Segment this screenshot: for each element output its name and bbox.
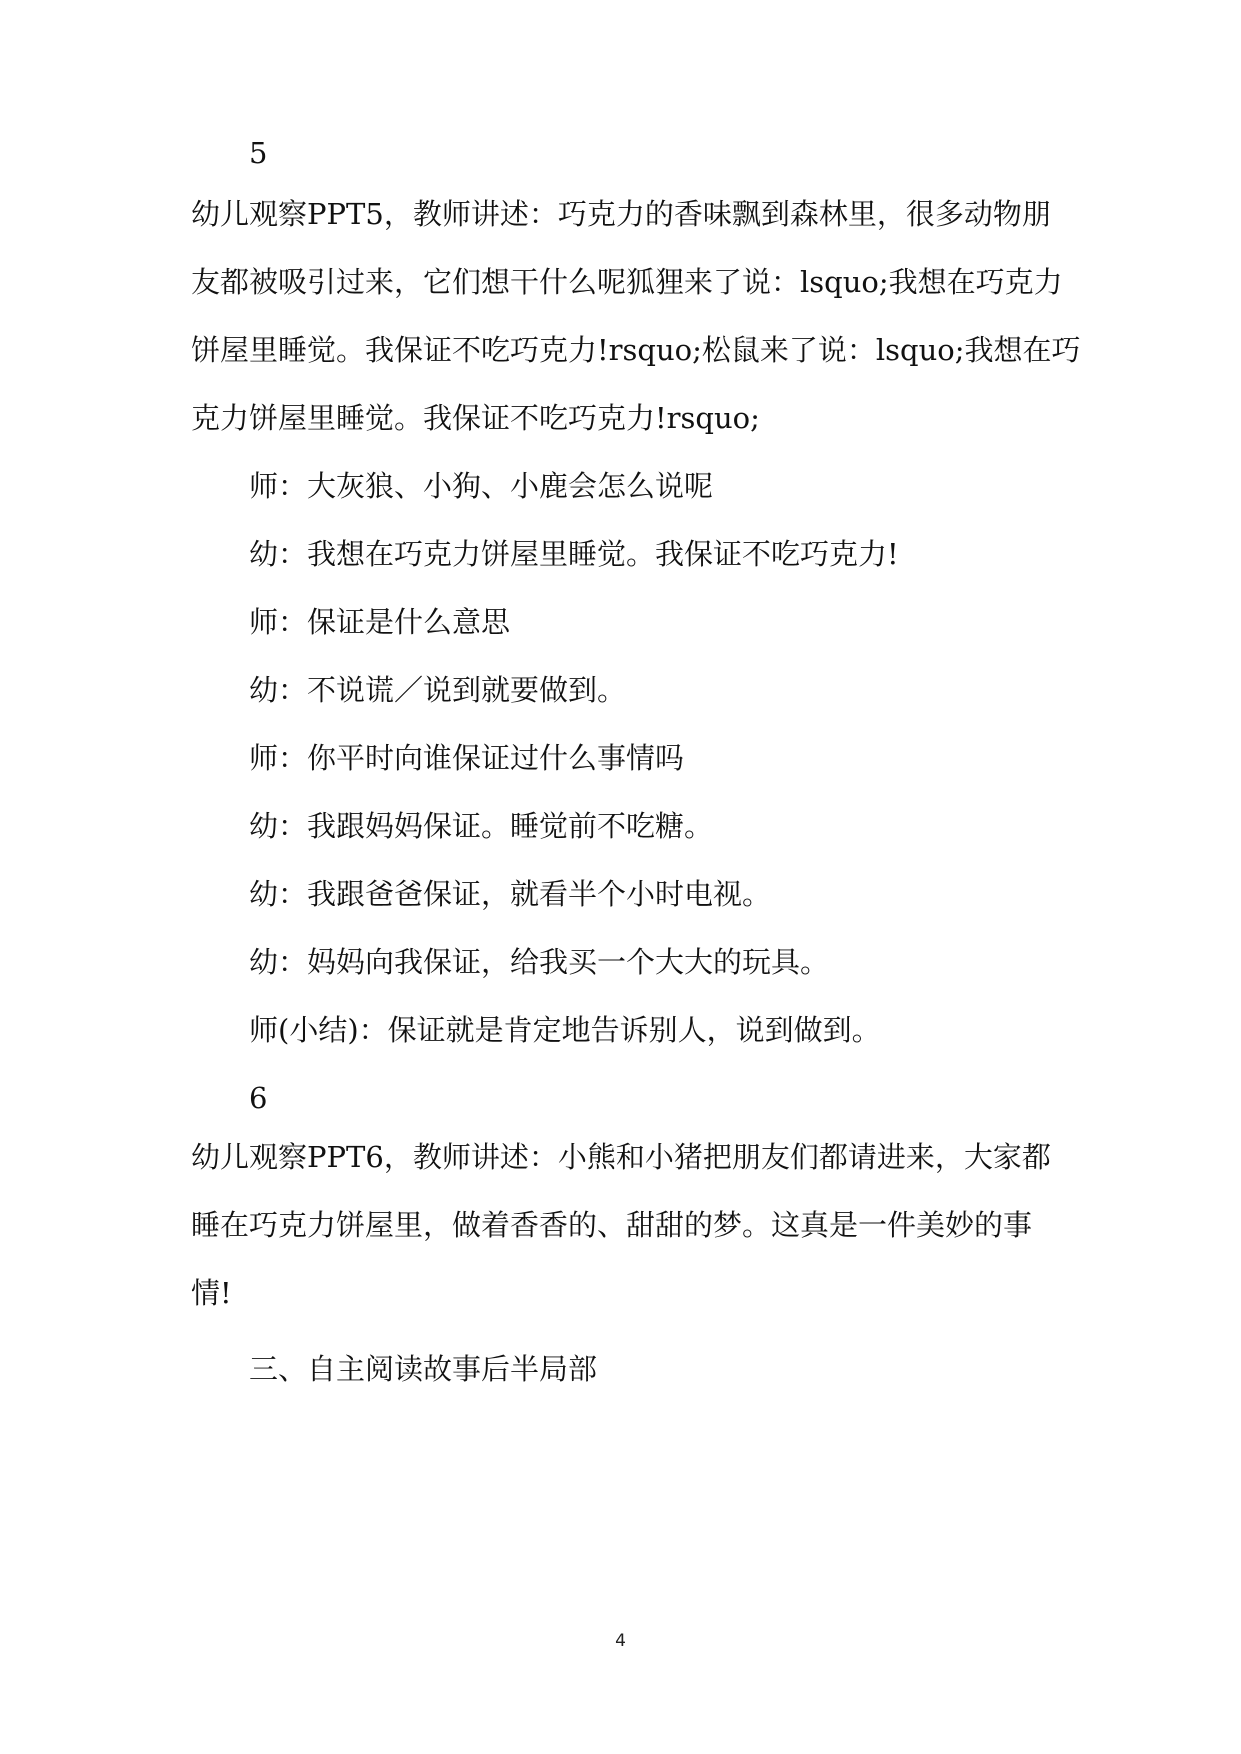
narration-line: 情!	[191, 1276, 232, 1310]
teacher-line: 师：你平时向谁保证过什么事情吗	[249, 741, 685, 775]
narration-line: 克力饼屋里睡觉。我保证不吃巧克力!rsquo;	[191, 401, 760, 435]
narration-line: 睡在巧克力饼屋里，做着香香的、甜甜的梦。这真是一件美妙的事	[191, 1208, 1033, 1242]
narration-line: 幼儿观察PPT6，教师讲述：小熊和小猪把朋友们都请进来，大家都	[191, 1140, 1051, 1174]
section-number-6: 6	[249, 1081, 268, 1115]
child-line: 幼：我跟妈妈保证。睡觉前不吃糖。	[249, 809, 714, 843]
teacher-line: 师：大灰狼、小狗、小鹿会怎么说呢	[249, 469, 714, 503]
part-heading: 三、自主阅读故事后半局部	[249, 1352, 598, 1386]
child-line: 幼：妈妈向我保证，给我买一个大大的玩具。	[249, 945, 830, 979]
section-number-5: 5	[249, 136, 268, 170]
page-number: 4	[615, 1631, 626, 1651]
narration-line: 友都被吸引过来，它们想干什么呢狐狸来了说：lsquo;我想在巧克力	[191, 265, 1063, 299]
teacher-line: 师：保证是什么意思	[249, 605, 511, 639]
narration-line: 饼屋里睡觉。我保证不吃巧克力!rsquo;松鼠来了说：lsquo;我想在巧	[191, 333, 1081, 367]
child-line: 幼：我跟爸爸保证，就看半个小时电视。	[249, 877, 772, 911]
narration-line: 幼儿观察PPT5，教师讲述：巧克力的香味飘到森林里，很多动物朋	[191, 197, 1051, 231]
teacher-summary-line: 师(小结)：保证就是肯定地告诉别人，说到做到。	[249, 1013, 881, 1047]
child-line: 幼：不说谎／说到就要做到。	[249, 673, 627, 707]
child-line: 幼：我想在巧克力饼屋里睡觉。我保证不吃巧克力!	[249, 537, 899, 571]
